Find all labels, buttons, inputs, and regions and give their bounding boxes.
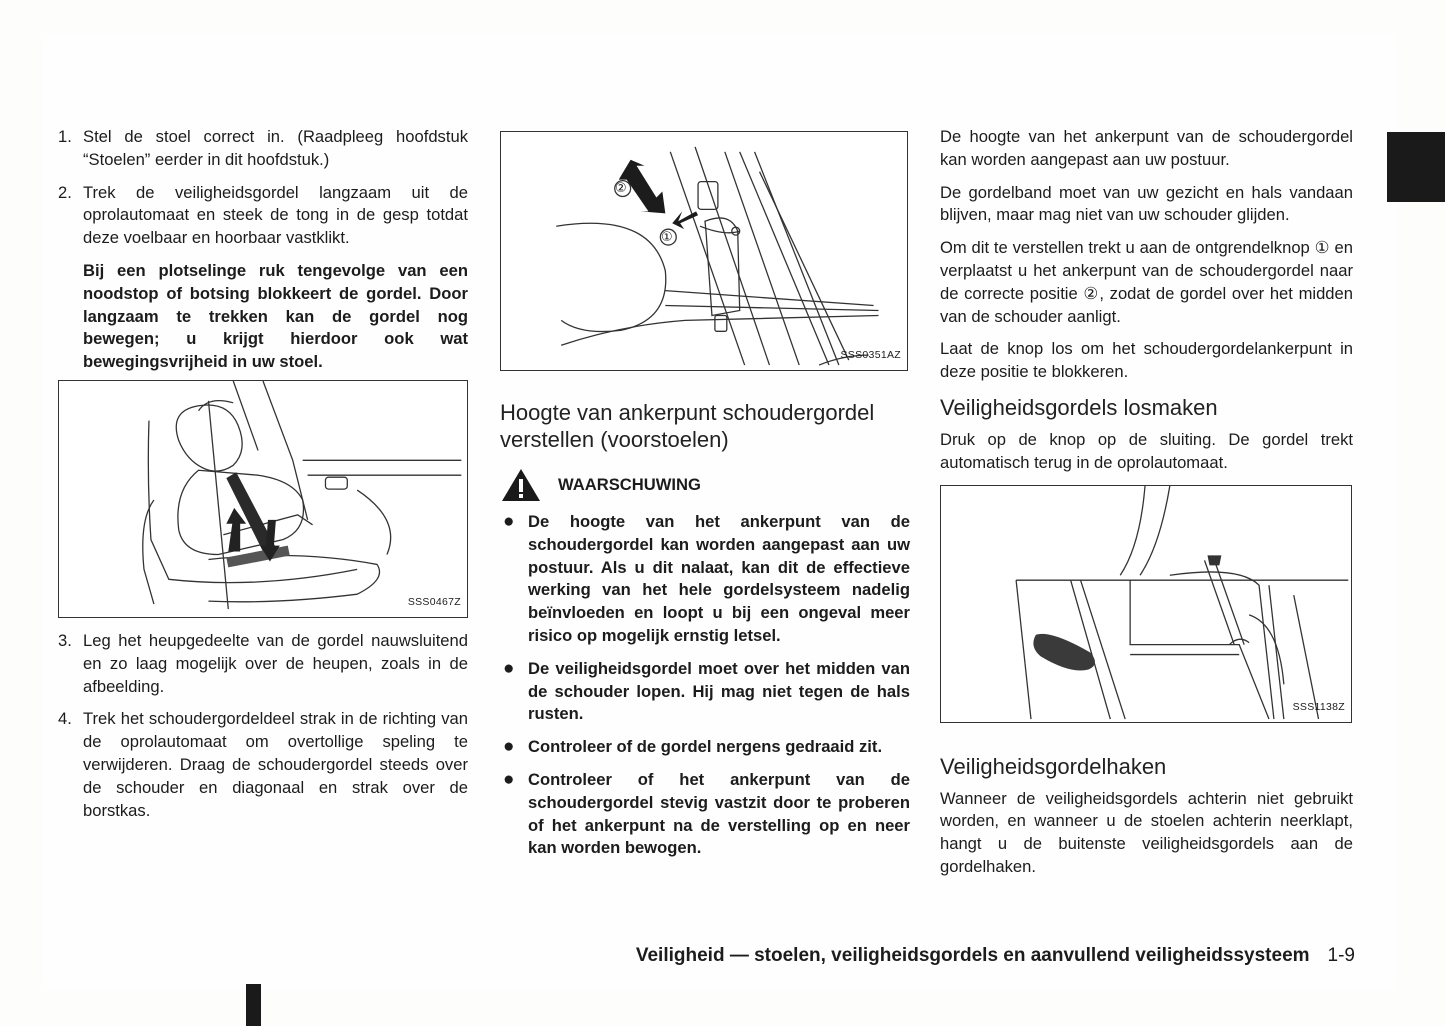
warning-item bbox=[500, 769, 910, 860]
step-text: Trek de veiligheidsgordel langzaam uit de oprolautomaat en steek de tong in de gesp totdat deze voelbaar en hoorbaar vastklikt. bbox=[83, 182, 468, 248]
figure-label: SSS0467Z bbox=[407, 596, 461, 609]
seated-driver-illustration bbox=[59, 381, 467, 617]
step-number: 4. bbox=[58, 709, 72, 729]
warning-text: Controleer of de gordel nergens gedraaid zit. bbox=[528, 737, 883, 757]
page-footer bbox=[400, 945, 1355, 967]
step-number: 2. bbox=[58, 182, 72, 202]
warning-item bbox=[500, 658, 910, 726]
column-right bbox=[940, 126, 1353, 889]
callout-2: ② bbox=[615, 180, 627, 195]
step-text: Stel de stoel correct in. (Raadpleeg hoofdstuk “Stoelen” eerder in dit hoofdstuk.) bbox=[83, 127, 468, 169]
column-left bbox=[58, 126, 468, 832]
warning-header bbox=[500, 467, 910, 503]
callout-1: ① bbox=[661, 229, 673, 244]
warning-text: Controleer of het ankerpunt van de schoudergordel stevig vastzit door te proberen of het ankerpunt na de verstelling op en neer kan worden bewogen. bbox=[528, 769, 910, 858]
step-number: 1. bbox=[58, 127, 72, 146]
paragraph: De gordelband moet van uw gezicht en hals vandaan blijven, maar mag niet van uw schouder glijden. bbox=[940, 182, 1353, 225]
figure-belt-hook bbox=[940, 485, 1352, 723]
step-text: Leg het heupgedeelte van de gordel nauwsluitend en zo laag mogelijk over de heupen, zoals in de afbeelding. bbox=[83, 630, 468, 696]
figure-anchor-adjust bbox=[500, 131, 908, 371]
section-title-anchor: Hoogte van ankerpunt schoudergordel verstellen (voorstoelen) bbox=[500, 400, 875, 452]
warning-item bbox=[500, 736, 910, 759]
paragraph: Laat de knop los om het schoudergordelankerpunt in deze positie te blokkeren. bbox=[940, 339, 1353, 382]
step-text: Trek het schoudergordeldeel strak in de richting van de oprolautomaat om overtollige speling te verwijderen. Draag de schoudergordel steeds over de schouder en diagonaal en strak over de borstkas. bbox=[83, 709, 468, 820]
warning-triangle-icon bbox=[500, 467, 542, 503]
figure-label: SSS1138Z bbox=[1292, 700, 1345, 713]
figure-label: SSS0351AZ bbox=[840, 349, 901, 362]
steps-list-b bbox=[58, 630, 468, 822]
paragraph: De hoogte van het ankerpunt van de schoudergordel kan worden aangepast aan uw postuur. bbox=[940, 127, 1353, 169]
page-number: 1-9 bbox=[1327, 945, 1355, 966]
release-text: Druk op de knop op de sluiting. De gordel trekt automatisch terug in de oprolautomaat. bbox=[940, 429, 1353, 472]
warning-title: WAARSCHUWING bbox=[558, 474, 701, 494]
belt-hook-illustration bbox=[941, 486, 1351, 722]
bold-note: Bij een plotselinge ruk tengevolge van een noodstop of botsing blokkeert de gordel. Door langzaam te trekken kan de gordel nog bewegen; u krijgt hierdoor ook wat bewegingsvrijheid in uw stoel. bbox=[83, 260, 468, 372]
step-item bbox=[58, 126, 468, 172]
paragraph: Om dit te verstellen trekt u aan de ontgrendelknop ① en verplaatst u het ankerpunt van de schoudergordel naar de correcte positie ②, zodat de gordel over het midden van de schouder aanligt. bbox=[940, 238, 1353, 326]
warning-item bbox=[500, 511, 910, 648]
bullet-icon: ● bbox=[503, 657, 515, 679]
column-middle bbox=[500, 131, 910, 870]
chapter-tab-marker bbox=[1387, 132, 1445, 202]
figure-seated-driver bbox=[58, 380, 468, 618]
section-title-release: Veiligheidsgordels losmaken bbox=[940, 394, 1218, 420]
bullet-icon: ● bbox=[503, 511, 515, 532]
binding-marker bbox=[246, 984, 261, 1026]
step-number: 3. bbox=[58, 630, 72, 650]
warning-text: De veiligheidsgordel moet over het midden van de schouder lopen. Hij mag niet tegen de hals rusten. bbox=[528, 658, 910, 724]
steps-list-a bbox=[58, 126, 468, 250]
bullet-icon: ● bbox=[503, 736, 515, 758]
warning-text: De hoogte van het ankerpunt van de schoudergordel kan worden aangepast aan uw postuur. Als u dit nalaat, kan dit de effectieve werking van het hele gordelsysteem nadelig beïnvloeden en loopt u bij een ongeval meer risico op mogelijk ernstig letsel. bbox=[528, 512, 910, 645]
step-item bbox=[58, 182, 468, 250]
footer-title: Veiligheid — stoelen, veiligheidsgordels en aanvullend veiligheidssysteem bbox=[635, 945, 1310, 966]
step-item bbox=[58, 708, 468, 822]
hooks-text: Wanneer de veiligheidsgordels achterin niet gebruikt worden, en wanneer u de stoelen achterin neerklapt, hangt u de buitenste veiligheidsgordels aan de gordelhaken. bbox=[940, 788, 1353, 876]
warning-list bbox=[500, 511, 910, 860]
section-title-hooks: Veiligheidsgordelhaken bbox=[940, 753, 1167, 779]
anchor-adjust-illustration bbox=[501, 132, 907, 370]
bullet-icon: ● bbox=[503, 768, 515, 790]
step-item bbox=[58, 630, 468, 698]
